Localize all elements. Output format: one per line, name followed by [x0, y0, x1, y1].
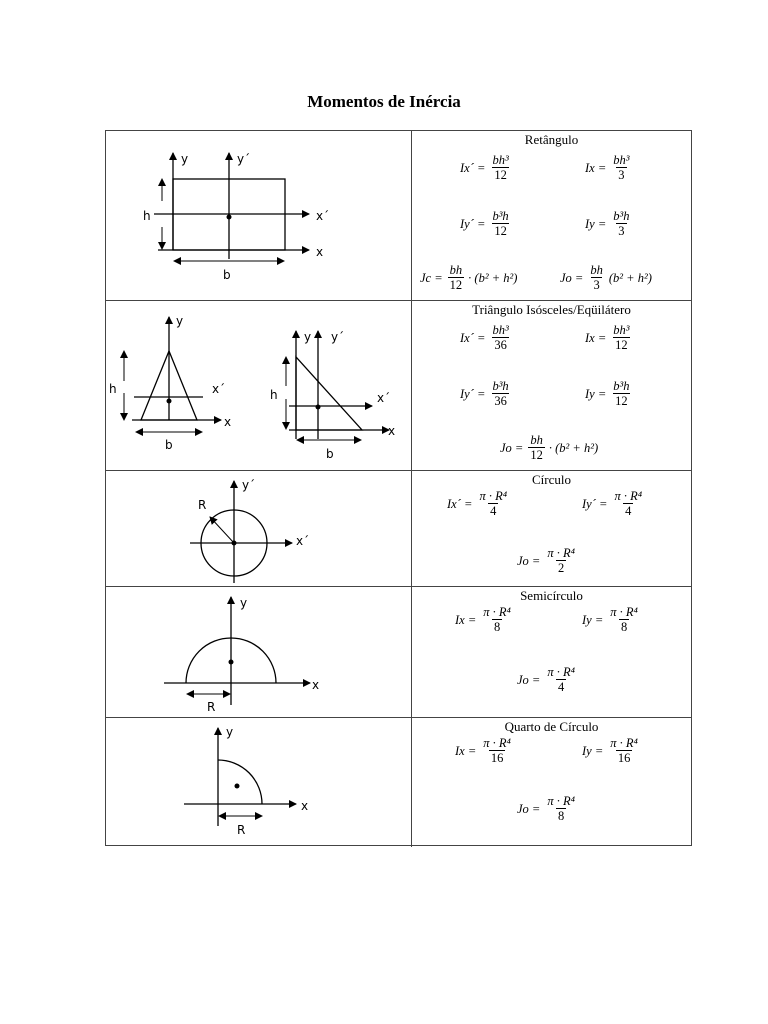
circle-r-label: R	[198, 498, 207, 512]
right-triangle-x-prime-label: x´	[377, 391, 391, 405]
formula-jo: Jo = $\frac{\text{π · R⁴}}{8}$	[517, 794, 575, 823]
right-triangle-b-label: b	[326, 447, 334, 461]
triangle-y-label: y	[176, 314, 184, 328]
triangle-b-label: b	[165, 438, 173, 452]
formula-jo: Jo = $\frac{bh}{12}$ · (b² + h²)	[500, 433, 599, 462]
circle-y-prime-label: y´	[242, 478, 256, 492]
quarter-circle-centroid-dot	[235, 784, 240, 789]
right-triangle-shape	[296, 357, 362, 430]
section-row-circle	[106, 471, 691, 587]
formula-jo: Jo = $\frac{\text{π · R⁴}}{2}$	[517, 546, 575, 575]
right-triangle-y-prime-label: y´	[331, 330, 345, 344]
centroid-dot	[227, 215, 232, 220]
section-title-quarter-circle: Quarto de Círculo	[504, 719, 599, 734]
triangle-x-label: x	[224, 415, 232, 429]
section-title-rectangle: Retângulo	[524, 132, 579, 147]
section-row-quarter-circle	[106, 718, 691, 847]
b-label: b	[223, 268, 231, 282]
page-title: Momentos de Inércia	[307, 92, 461, 111]
section-title-semicircle: Semicírculo	[520, 588, 583, 603]
formula-iy-prime: Iy´ = $\frac{\text{b³h}}{12}$	[460, 209, 509, 238]
h-label: h	[143, 209, 151, 223]
section-row-semicircle	[106, 587, 691, 718]
x-label: x	[316, 245, 324, 259]
figure-cell-quarter-circle	[106, 718, 412, 847]
section-title-circle: Círculo	[532, 472, 571, 487]
formula-ix: Ix = $\frac{\text{π · R⁴}}{16}$	[455, 736, 511, 765]
semicircle-centroid-dot	[229, 660, 234, 665]
quarter-circle-r-label: R	[237, 823, 246, 837]
x-prime-label: x´	[316, 209, 330, 223]
formula-ix-prime: Ix´ = $\frac{\text{bh³}}{12}$	[460, 153, 509, 182]
formula-iy-prime: Iy´ = $\frac{\text{π · R⁴}}{4}$	[582, 489, 643, 518]
semicircle-r-label: R	[207, 700, 216, 714]
figure-cell-triangle	[106, 301, 412, 470]
figure-cell-rectangle	[106, 131, 412, 300]
formula-iy: Iy = $\frac{\text{π · R⁴}}{8}$	[582, 605, 638, 634]
formula-jo: Jo = $\frac{\text{π · R⁴}}{4}$	[517, 665, 575, 694]
section-row-rectangle	[106, 131, 691, 301]
triangle-h-label: h	[109, 382, 117, 396]
inertia-table	[105, 130, 692, 846]
radius-arrow	[210, 517, 234, 543]
right-triangle-centroid-dot	[316, 405, 321, 410]
formula-cell-triangle	[412, 301, 691, 470]
formula-ix-prime: Ix´ = $\frac{\text{π · R⁴}}{4}$	[447, 489, 508, 518]
section-title-triangle: Triângulo Isósceles/Eqüilátero	[472, 302, 631, 317]
formula-jo: Jo = $\frac{bh}{3}$ (b² + h²)	[560, 263, 652, 292]
formula-iy: Iy = $\frac{\text{b³h}}{12}$	[585, 379, 630, 408]
quarter-circle-y-label: y	[226, 725, 234, 739]
formula-iy: Iy = $\frac{\text{π · R⁴}}{16}$	[582, 736, 638, 765]
formula-jc: Jc = $\frac{bh}{12}$ · (b² + h²)	[420, 263, 518, 292]
section-row-triangle	[106, 301, 691, 471]
right-triangle-h-label: h	[270, 388, 278, 402]
right-triangle-y-label: y	[304, 330, 312, 344]
quarter-circle-x-label: x	[301, 799, 309, 813]
figure-cell-semicircle	[106, 587, 412, 717]
formula-cell-semicircle	[412, 587, 691, 717]
quarter-circle-shape	[218, 760, 262, 804]
formula-ix: Ix = $\frac{\text{π · R⁴}}{8}$	[455, 605, 511, 634]
quarter-circle-diagram	[106, 718, 412, 847]
y-label: y	[181, 152, 189, 166]
formula-ix: Ix = $\frac{\text{bh³}}{12}$	[585, 323, 630, 352]
formula-cell-circle	[412, 471, 691, 586]
circle-diagram	[106, 471, 412, 587]
y-prime-label: y´	[237, 152, 251, 166]
triangle-diagrams	[106, 301, 412, 471]
formula-ix-prime: Ix´ = $\frac{\text{bh³}}{36}$	[460, 323, 509, 352]
triangle-centroid-dot	[167, 399, 172, 404]
formula-ix: Ix = $\frac{\text{bh³}}{3}$	[585, 153, 630, 182]
circle-x-prime-label: x´	[296, 534, 310, 548]
formula-cell-rectangle	[412, 131, 691, 300]
rectangle-diagram	[106, 131, 412, 301]
triangle-x-prime-label: x´	[212, 382, 226, 396]
semicircle-diagram	[106, 587, 412, 718]
formula-cell-quarter-circle	[412, 718, 691, 847]
semicircle-x-label: x	[312, 678, 320, 692]
right-triangle-x-label: x	[388, 424, 396, 438]
formula-iy-prime: Iy´ = $\frac{\text{b³h}}{36}$	[460, 379, 509, 408]
figure-cell-circle	[106, 471, 412, 586]
formula-iy: Iy = $\frac{\text{b³h}}{3}$	[585, 209, 630, 238]
semicircle-y-label: y	[240, 596, 248, 610]
